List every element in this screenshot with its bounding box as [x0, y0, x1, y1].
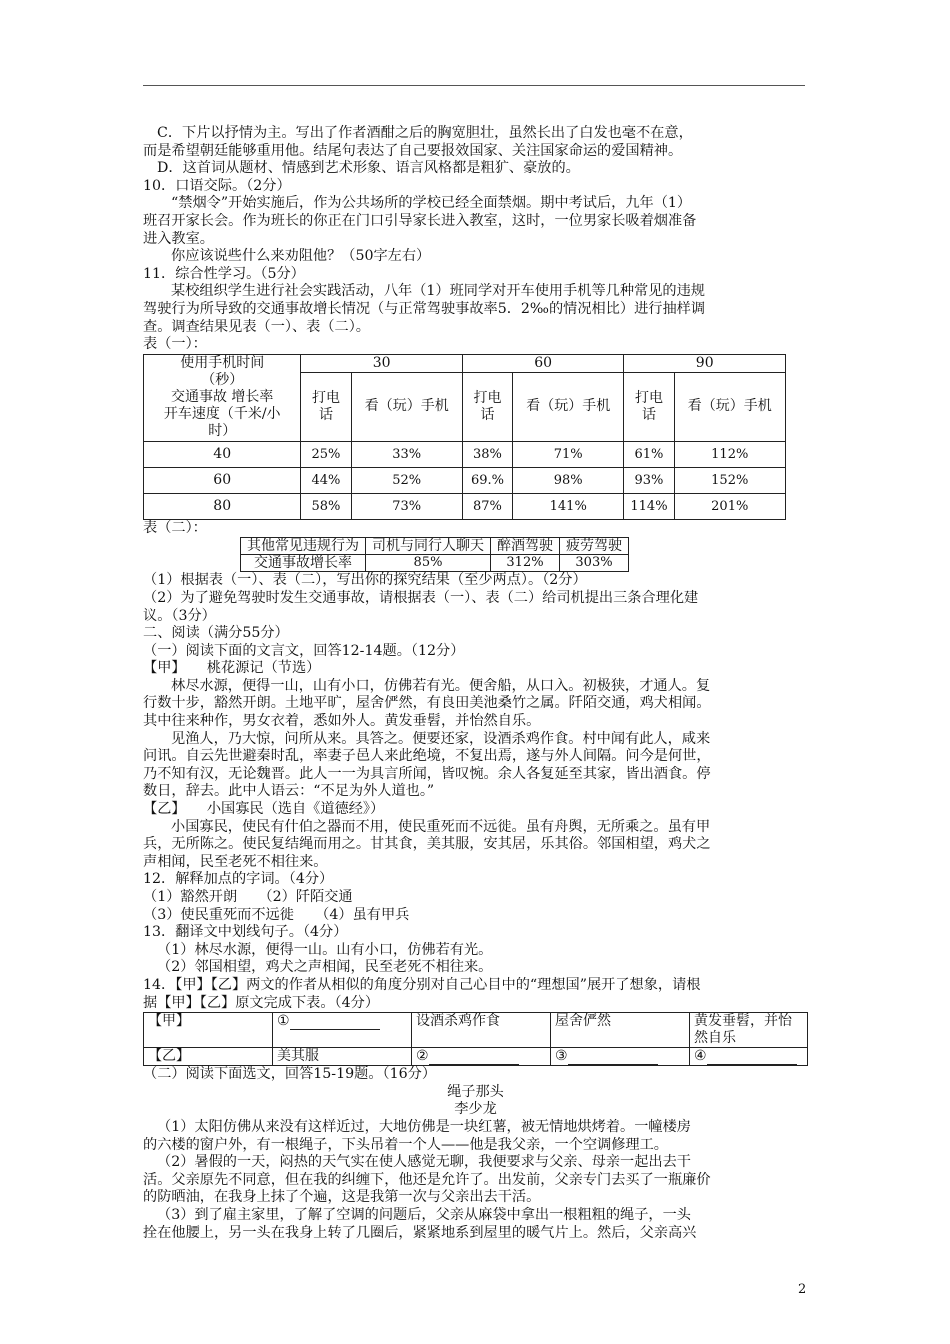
rate-cell: 38% — [462, 441, 512, 467]
answer-blank[interactable] — [290, 1016, 380, 1030]
jia-line: 其中往来种作，男女衣着，悉如外人。黄发垂髫，并怡然自乐。 — [143, 713, 541, 730]
table2-cell: 交通事故增长率 — [241, 555, 366, 572]
answer-blank[interactable] — [429, 1051, 519, 1065]
rate-cell: 141% — [513, 493, 624, 519]
table3-cell: 美其服 — [273, 1048, 412, 1066]
table-row — [144, 467, 786, 493]
article-line: 拴在他腰上，另一头在我身上转了几圈后，紧紧地系到屋里的暖气片上。然后，父亲高兴 — [143, 1224, 697, 1241]
rate-cell: 152% — [674, 467, 786, 493]
q11-title: 11．综合性学习。（5分） — [143, 265, 305, 282]
table-row — [144, 493, 786, 519]
corner-line: 开车速度（千米/小 — [163, 406, 281, 423]
table1-label: 表（一）： — [143, 336, 207, 353]
q11-sub2: （2）为了避免驾驶时发生交通事故，请根据表（一）、表（二）给司机提出三条合理化建 — [143, 589, 699, 606]
table3-cell — [690, 1048, 808, 1066]
text-yi-title: 【乙】 小国寡民（选自《道德经》） — [143, 801, 385, 818]
text-jia-title: 【甲】 桃花源记（节选） — [143, 660, 321, 677]
sub-header-view: 看（玩）手机 — [513, 372, 624, 441]
jia-line: 行数十步，豁然开朗。土地平旷，屋舍俨然，有良田美池桑竹之属。阡陌交通，鸡犬相闻。 — [143, 695, 711, 712]
sub-header-call: 打电话 — [624, 372, 674, 441]
rate-cell: 73% — [351, 493, 462, 519]
answer-blank[interactable] — [707, 1051, 797, 1065]
table2-head: 其他常见违规行为 — [241, 538, 366, 555]
time-header: 30 — [301, 354, 463, 372]
table3-cell — [273, 1013, 412, 1048]
rate-cell: 61% — [624, 441, 674, 467]
table3-cell: 设酒杀鸡作食 — [412, 1013, 551, 1048]
option-c-line1: C．下片以抒情为主。写出了作者酒酣之后的胸宽胆壮，虽然长出了白发也毫不在意， — [157, 125, 693, 141]
article-author: 李少龙 — [454, 1101, 497, 1118]
table2-head: 司机与同行人聊天 — [366, 538, 491, 555]
table3-cell: 【甲】 — [144, 1013, 273, 1048]
q13-item: （1）林尽水源，便得一山。山有小口，仿佛若有光。 — [157, 941, 493, 958]
speed-cell: 60 — [144, 467, 301, 493]
yi-line: 兵，无所陈之。使民复结绳而用之。甘其食，美其服，安其居，乐其俗。邻国相望，鸡犬之 — [143, 836, 711, 853]
section-reading: 二、阅读（满分55分） — [143, 625, 289, 642]
article-line: （2）暑假的一天，闷热的天气实在使人感觉无聊，我便要求与父亲、母亲一起出去干 — [157, 1154, 691, 1171]
option-d: D．这首词从题材、情感到艺术形象、语言风格都是粗犷、豪放的。 — [157, 160, 580, 177]
table3-cell: 屋舍俨然 — [551, 1013, 690, 1048]
blank-number: ③ — [555, 1048, 568, 1065]
q11-line3: 查。调查结果见表（一）、表（二）。 — [143, 318, 370, 335]
sub-header-call: 打电话 — [462, 372, 512, 441]
table2-cell: 85% — [366, 555, 491, 572]
q14-line2: 据【甲】【乙】原文完成下表。（4分） — [143, 994, 380, 1011]
q10-line2: 班召开家长会。作为班长的你正在门口引导家长进入教室，这时，一位男家长吸着烟准备 — [143, 212, 697, 229]
q13-title: 13．翻译文中划线句子。（4分） — [143, 924, 348, 941]
table3-cell — [412, 1048, 551, 1066]
table2-cell: 303% — [560, 555, 629, 572]
blank-number: ① — [277, 1013, 290, 1030]
jia-line: 问讯。自云先世避秦时乱，率妻子邑人来此绝境，不复出焉，遂与外人间隔。问今是何世， — [143, 748, 711, 765]
option-c-line2: 而是希望朝廷能够重用他。结尾句表达了自己要报效国家、关注国家命运的爱国精神。 — [143, 142, 683, 159]
corner-line: 使用手机时间 — [180, 355, 265, 372]
sub-header-call: 打电话 — [301, 372, 351, 441]
rate-cell: 33% — [351, 441, 462, 467]
q12-items: （1）豁然开朗 （2）阡陌交通 — [143, 889, 353, 905]
speed-cell: 40 — [144, 441, 301, 467]
rate-cell: 112% — [674, 441, 786, 467]
sub-header-view: 看（玩）手机 — [351, 372, 462, 441]
table2-cell: 312% — [491, 555, 560, 572]
table1-corner — [144, 354, 301, 441]
q11-line1: 某校组织学生进行社会实践活动，八年（1）班同学对开车使用手机等几种常见的违规 — [171, 283, 705, 300]
article-title: 绳子那头 — [447, 1083, 504, 1100]
rate-cell: 93% — [624, 467, 674, 493]
article-line: 的六楼的窗户外，有一根绳子，下头吊着一个人——他是我父亲，一个空调修理工。 — [143, 1136, 668, 1153]
table-row — [144, 441, 786, 467]
time-header: 90 — [624, 354, 786, 372]
page-number: 2 — [798, 1282, 807, 1297]
table2-head: 疲劳驾驶 — [560, 538, 629, 555]
rate-cell: 44% — [301, 467, 351, 493]
document-body — [143, 125, 808, 1242]
jia-line: 林尽水源，便得一山，山有小口，仿佛若有光。便舍船，从口入。初极狭，才通人。复 — [171, 677, 711, 694]
table-phone-usage — [143, 354, 786, 520]
q10-line1: “禁烟令”开始实施后，作为公共场所的学校已经全面禁烟。期中考试后，九年（1） — [171, 195, 692, 212]
q14-line1: 14．【甲】【乙】两文的作者从相似的角度分别对自己心目中的“理想国”展开了想象，请根 — [143, 976, 701, 993]
rate-cell: 114% — [624, 493, 674, 519]
q11-line2: 驾驶行为所导致的交通事故增长情况（与正常驾驶事故率5．2‰的情况相比）进行抽样调 — [143, 300, 706, 317]
q12-items: （3）使民重死而不远徙 （4）虽有甲兵 — [143, 906, 410, 923]
yi-line: 声相闻，民至老死不相往来。 — [143, 853, 328, 870]
header-rule — [143, 85, 805, 86]
q10-line3: 进入教室。 — [143, 230, 214, 247]
section-classical: （一）阅读下面的文言文，回答12-14题。（12分） — [143, 642, 465, 659]
jia-line: 见渔人，乃大惊，问所从来。具答之。便要还家，设酒杀鸡作食。村中闻有此人，咸来 — [171, 730, 711, 747]
table2-head: 醉酒驾驶 — [491, 538, 560, 555]
yi-line: 小国寡民，使民有什伯之器而不用，使民重死而不远徙。虽有舟舆，无所乘之。虽有甲 — [171, 818, 711, 835]
rate-cell: 58% — [301, 493, 351, 519]
q11-sub1: （1）根据表（一）、表（二），写出你的探究结果（至少两点）。（2分） — [143, 572, 587, 589]
jia-line: 乃不知有汉，无论魏晋。此人一一为具言所闻，皆叹惋。余人各复延至其家，皆出酒食。停 — [143, 765, 711, 782]
article-line: （3）到了雇主家里，了解了空调的问题后，父亲从麻袋中拿出一根粗粗的绳子，一头 — [157, 1206, 691, 1223]
q10-title: 10．口语交际。（2分） — [143, 177, 291, 194]
corner-line: 交通事故 增长率 — [170, 389, 274, 406]
table2-label: 表（二）： — [143, 519, 207, 536]
rate-cell: 98% — [513, 467, 624, 493]
time-header: 60 — [462, 354, 624, 372]
section-modern: （二）阅读下面选文，回答15-19题。（16分） — [143, 1066, 437, 1083]
q12-title: 12．解释加点的字词。（4分） — [143, 871, 334, 888]
q10-question: 你应该说些什么来劝阻他？（50字左右） — [171, 248, 431, 265]
answer-blank[interactable] — [568, 1051, 658, 1065]
table3-cell: 【乙】 — [144, 1048, 273, 1066]
table-other-violations — [240, 537, 629, 572]
rate-cell: 25% — [301, 441, 351, 467]
rate-cell: 71% — [513, 441, 624, 467]
rate-cell: 87% — [462, 493, 512, 519]
table3-cell: 黄发垂髫，并怡然自乐 — [690, 1013, 808, 1048]
sub-header-view: 看（玩）手机 — [674, 372, 786, 441]
jia-line: 数日，辞去。此中人语云：“不足为外人道也。” — [143, 783, 435, 800]
rate-cell: 69.% — [462, 467, 512, 493]
blank-number: ② — [416, 1048, 429, 1065]
article-line: 的防晒油，在我身上抹了个遍，这是我第一次与父亲出去干活。 — [143, 1189, 541, 1206]
table-ideal-country — [143, 1012, 808, 1066]
q11-sub2-cont: 议。（3分） — [143, 607, 216, 624]
table3-cell — [551, 1048, 690, 1066]
article-line: 活。父亲原先不同意，但在我的纠缠下，他还是允许了。出发前，父亲专门去买了一瓶廉价 — [143, 1171, 711, 1188]
article-line: （1）太阳仿佛从来没有这样近过，大地仿佛是一块红薯，被无情地烘烤着。一幢楼房 — [157, 1118, 691, 1135]
rate-cell: 201% — [674, 493, 786, 519]
speed-cell: 80 — [144, 493, 301, 519]
q13-item: （2）邻国相望，鸡犬之声相闻，民至老死不相往来。 — [157, 959, 493, 976]
blank-number: ④ — [694, 1048, 707, 1065]
rate-cell: 52% — [351, 467, 462, 493]
corner-line: 时） — [208, 423, 237, 440]
corner-line: （秒） — [201, 372, 244, 389]
